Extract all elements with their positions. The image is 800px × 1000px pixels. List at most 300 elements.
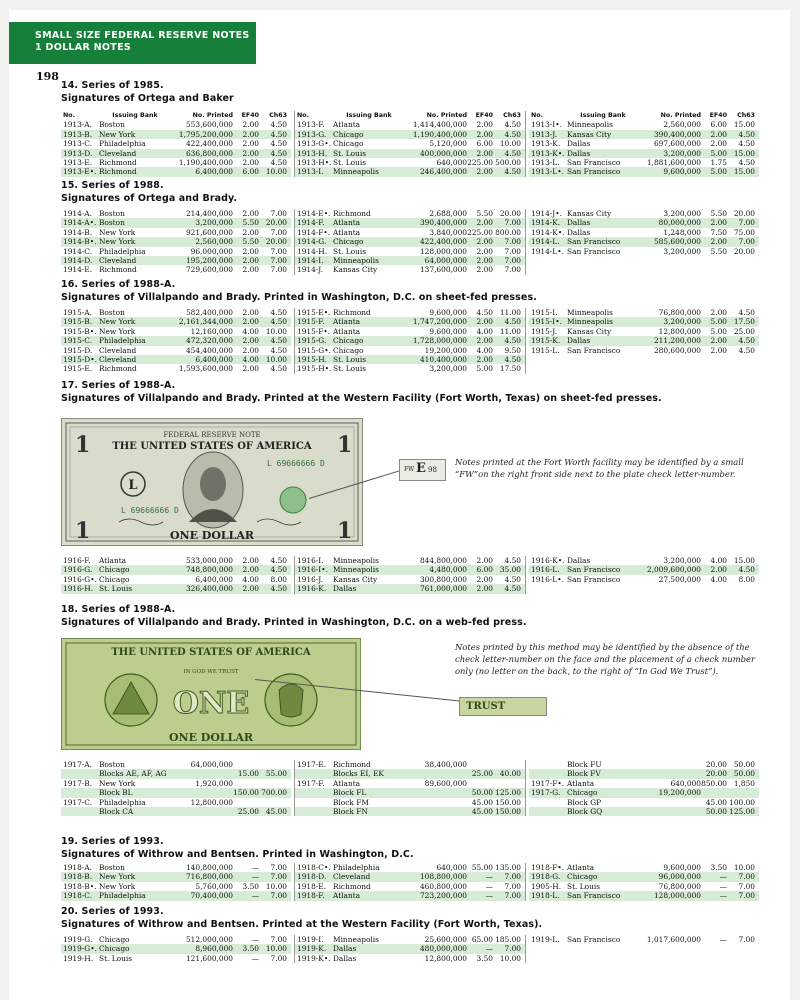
cell-ch63-value: 7.00: [270, 209, 287, 218]
table-row: [61, 584, 291, 593]
table-row: [61, 779, 291, 788]
cell-issuing-bank: Philadelphia: [99, 336, 146, 346]
table-row: [61, 565, 291, 574]
bill-serial-top: L 69666666 D: [267, 459, 325, 468]
cell-note-number: 1913-L.: [531, 157, 560, 167]
cell-issuing-bank: Blocks EI, EK: [333, 769, 384, 779]
cell-number-printed: 716,800,000: [185, 872, 233, 882]
cell-note-number: 1914-K•.: [531, 227, 565, 237]
table-row: [295, 130, 525, 139]
column-header: No. Printed: [192, 112, 233, 119]
cell-ef40-value: [233, 779, 259, 788]
cell-issuing-bank: Minneapolis: [333, 935, 379, 944]
cell-issuing-bank: Richmond: [99, 167, 137, 177]
cell-ch63-value: 7.00: [738, 872, 755, 882]
table-row: [529, 336, 759, 345]
cell-note-number: [529, 769, 567, 778]
cell-number-printed: [171, 807, 233, 816]
cell-issuing-bank: St. Louis: [333, 246, 367, 256]
cell-issuing-bank: Boston: [99, 308, 125, 317]
cell-ef40-value: 2.00: [476, 574, 493, 584]
cell-number-printed: 1,795,200,000: [178, 129, 233, 139]
cell-ch63-value: 7.00: [270, 227, 287, 237]
table-row: [529, 130, 759, 139]
table-row: [529, 228, 759, 237]
cell-ch63-value: 125.00: [495, 788, 521, 798]
cell-ch63-value: 135.00: [495, 863, 521, 872]
column-header: No. Printed: [426, 112, 467, 119]
table-row: [529, 209, 759, 218]
cell-ch63-value: 15.00: [733, 556, 755, 565]
cell-note-number: 1915-G.: [297, 336, 327, 346]
cell-number-printed: 748,800,000: [185, 565, 233, 575]
cell-ch63-value: 10.00: [265, 354, 287, 364]
table-row: [61, 247, 291, 256]
table-row: [61, 575, 291, 584]
cell-note-number: 1913-D.: [63, 148, 93, 158]
cell-ef40-value: 2.00: [242, 584, 259, 594]
cell-number-printed: 422,400,000: [185, 139, 233, 149]
column-header: EF40: [709, 112, 727, 119]
cell-number-printed: 38,400,000: [424, 760, 467, 769]
cell-ch63-value: 45.00: [265, 806, 287, 816]
cell-ch63-value: 10.00: [265, 167, 287, 177]
cell-issuing-bank: Chicago: [99, 574, 130, 584]
cell-issuing-bank: New York: [99, 881, 136, 891]
table-row: [529, 120, 759, 129]
cell-note-number: 1914-B.: [63, 227, 93, 237]
column-header: Issuing Bank: [346, 112, 392, 119]
cell-ef40-value: 2.00: [476, 218, 493, 228]
cell-ch63-value: 4.50: [270, 364, 287, 374]
table-row: [295, 228, 525, 237]
cell-number-printed: [639, 760, 701, 769]
cell-issuing-bank: Philadelphia: [99, 246, 146, 256]
cell-ef40-value: 6.00: [476, 565, 493, 575]
table-row: [295, 954, 525, 963]
cell-ch63-value: 10.00: [265, 881, 287, 891]
section-19-table: [61, 863, 759, 901]
cell-note-number: 1915-B•.: [63, 326, 97, 336]
section-16-table: [61, 308, 759, 374]
cell-ef40-value: 2.00: [242, 556, 259, 565]
cell-ch63-value: 4.50: [270, 317, 287, 327]
cell-issuing-bank: Richmond: [333, 308, 371, 317]
cell-issuing-bank: Dallas: [333, 584, 357, 594]
cell-ch63-value: 20.00: [499, 209, 521, 218]
cell-number-printed: 4,480,000: [429, 565, 467, 575]
cell-number-printed: 19,200,000: [658, 788, 701, 798]
cell-ef40-value: 3.50: [242, 944, 259, 954]
cell-issuing-bank: New York: [99, 317, 136, 327]
cell-ef40-value: 25.00: [471, 769, 493, 779]
bill-bottom-text: ONE DOLLAR: [169, 529, 255, 542]
cell-issuing-bank: Block FU: [567, 760, 602, 769]
cell-number-printed: 137,600,000: [419, 265, 467, 275]
cell-ch63-value: 4.50: [738, 139, 755, 149]
cell-number-printed: 1,017,600,000: [646, 935, 701, 944]
cell-ch63-value: 11.00: [499, 326, 521, 336]
cell-number-printed: 3,200,000: [195, 218, 233, 228]
table-row: [295, 584, 525, 593]
section-15-table: [61, 209, 759, 275]
cell-note-number: 1915-C.: [63, 336, 93, 346]
table-row: [529, 139, 759, 148]
cell-number-printed: 76,800,000: [658, 881, 701, 891]
cell-ch63-value: 7.00: [738, 935, 755, 944]
column-header: EF40: [475, 112, 493, 119]
cell-number-printed: 128,000,000: [419, 246, 467, 256]
cell-issuing-bank: Cleveland: [333, 872, 371, 882]
cell-number-printed: 3,200,000: [663, 556, 701, 565]
cell-note-number: 1914-G.: [297, 237, 327, 247]
cell-number-printed: 25,600,000: [424, 935, 467, 944]
cell-ef40-value: 3.50: [476, 953, 493, 963]
cell-note-number: 1915-J.: [531, 326, 558, 336]
web-press-note: Notes printed by this method may be identified by the absence of the check letter-number on the face and the placement of a check number only (no letter on the back, to the right of “In God We Trust”).: [455, 642, 755, 676]
cell-ef40-value: 3.50: [242, 881, 259, 891]
cell-ef40-value: 4.00: [242, 326, 259, 336]
table-row: [295, 158, 525, 167]
cell-ef40-value: 45.00: [705, 797, 727, 807]
table-row: [61, 139, 291, 148]
cell-ch63-value: 7.00: [270, 246, 287, 256]
cell-note-number: 1918-C.: [63, 891, 93, 901]
cell-ef40-value: [467, 760, 493, 769]
cell-ef40-value: 6.00: [476, 139, 493, 149]
cell-number-printed: 422,400,000: [419, 237, 467, 247]
cell-note-number: 1914-L.: [531, 237, 560, 247]
cell-ch63-value: 7.00: [504, 872, 521, 882]
cell-note-number: 1915-B.: [63, 317, 93, 327]
cell-issuing-bank: Philadelphia: [99, 797, 146, 807]
cell-ef40-value: [467, 779, 493, 788]
cell-issuing-bank: Atlanta: [567, 778, 595, 788]
table-row: [61, 891, 291, 900]
table-row: [61, 760, 291, 769]
section-18-heading: [61, 604, 527, 629]
table-row: [529, 317, 759, 326]
cell-number-printed: [405, 798, 467, 807]
table-row: [61, 218, 291, 227]
cell-note-number: 1915-I.: [531, 308, 558, 317]
cell-ef40-value: 25.00: [237, 806, 259, 816]
cell-note-number: 1916-I.: [297, 556, 324, 565]
cell-note-number: 1919-K.: [297, 944, 327, 954]
column-header: Issuing Bank: [580, 112, 626, 119]
cell-ch63-value: 8.00: [270, 574, 287, 584]
cell-ef40-value: 2.00: [242, 317, 259, 327]
fort-worth-note: Notes printed at the Fort Worth facility may be identified by a small “FW”on the right front side next to the plate check letter-number.: [455, 457, 744, 479]
cell-number-printed: 390,400,000: [653, 129, 701, 139]
cell-issuing-bank: Atlanta: [567, 863, 595, 872]
cell-issuing-bank: Chicago: [333, 237, 364, 247]
table-column: [61, 111, 291, 177]
cell-issuing-bank: San Francisco: [567, 157, 621, 167]
section-subtitle: Signatures of Withrow and Bentsen. Printed at the Western Facility (Fort Worth, Texas).: [61, 918, 543, 930]
cell-note-number: 1918-E.: [297, 881, 327, 891]
cell-ch63-value: 7.00: [504, 246, 521, 256]
table-row: [61, 872, 291, 881]
cell-ch63-value: 150.00: [495, 806, 521, 816]
cell-ef40-value: —: [485, 944, 493, 954]
cell-note-number: 1914-E.: [63, 265, 93, 275]
cell-number-printed: 480,000,000: [419, 944, 467, 954]
cell-ef40-value: 20.00: [705, 760, 727, 769]
cell-number-printed: 76,800,000: [658, 308, 701, 317]
cell-issuing-bank: Boston: [99, 863, 125, 872]
cell-issuing-bank: St. Louis: [333, 148, 367, 158]
cell-ef40-value: 2.00: [242, 265, 259, 275]
cell-ef40-value: —: [719, 881, 727, 891]
cell-ch63-value: 4.50: [504, 167, 521, 177]
cell-issuing-bank: Block FL: [333, 788, 367, 798]
table-row: [61, 798, 291, 807]
cell-ch63-value: 4.50: [738, 345, 755, 355]
table-row: [61, 149, 291, 158]
cell-number-printed: 2,161,344,000: [178, 317, 233, 327]
cell-ef40-value: 2.00: [476, 255, 493, 265]
cell-ef40-value: [701, 788, 727, 797]
column-header: Ch63: [737, 112, 755, 119]
cell-note-number: 1915-H•.: [297, 364, 332, 374]
cell-number-printed: 640,000: [436, 863, 467, 872]
cell-number-printed: 844,800,000: [419, 556, 467, 565]
cell-issuing-bank: Philadelphia: [99, 891, 146, 901]
section-15-heading: [61, 180, 237, 205]
cell-issuing-bank: Dallas: [567, 139, 591, 149]
cell-number-printed: 1,881,600,000: [646, 157, 701, 167]
callout-check-number: 98: [428, 466, 437, 474]
section-subtitle: Signatures of Villalpando and Brady. Printed at the Western Facility (Fort Worth, Texas) on sheet-fed presses.: [61, 392, 662, 404]
cell-note-number: 1913-G.: [297, 129, 327, 139]
table-row: [529, 149, 759, 158]
cell-note-number: 1914-J•.: [531, 209, 562, 218]
table-row: [529, 308, 759, 317]
cell-issuing-bank: Minneapolis: [333, 565, 379, 575]
cell-issuing-bank: San Francisco: [567, 246, 621, 256]
cell-ch63-value: 185.00: [495, 935, 521, 944]
cell-ch63-value: 4.50: [738, 565, 755, 575]
table-row: [295, 139, 525, 148]
cell-number-printed: [405, 788, 467, 797]
section-subtitle: Signatures of Villalpando and Brady. Printed in Washington, D.C. on sheet-fed presses.: [61, 291, 537, 303]
cell-issuing-bank: San Francisco: [567, 345, 621, 355]
column-header: No. Printed: [660, 112, 701, 119]
cell-note-number: 1915-E.: [63, 364, 93, 374]
cell-number-printed: 96,000,000: [658, 872, 701, 882]
cell-ch63-value: 125.00: [729, 806, 755, 816]
cell-issuing-bank: Atlanta: [333, 891, 361, 901]
cell-ch63-value: 700.00: [261, 788, 287, 798]
cell-ef40-value: —: [485, 881, 493, 891]
cell-ef40-value: —: [251, 863, 259, 872]
cell-number-printed: 3,200,000: [663, 148, 701, 158]
cell-issuing-bank: Richmond: [333, 881, 371, 891]
table-row: [295, 863, 525, 872]
cell-number-printed: 140,800,000: [185, 863, 233, 872]
table-row: [529, 760, 759, 769]
table-header-row: [61, 111, 291, 120]
cell-number-printed: 1,747,200,000: [412, 317, 467, 327]
cell-number-printed: 246,400,000: [419, 167, 467, 177]
table-row: [61, 807, 291, 816]
cell-number-printed: 3,840,000: [429, 227, 467, 237]
cell-number-printed: 410,400,000: [419, 354, 467, 364]
cell-number-printed: 12,800,000: [424, 953, 467, 963]
table-row: [295, 891, 525, 900]
table-row: [295, 149, 525, 158]
cell-note-number: 1918-L.: [531, 891, 560, 901]
cell-note-number: [61, 807, 99, 816]
cell-number-printed: 697,600,000: [653, 139, 701, 149]
cell-ef40-value: 2.00: [242, 148, 259, 158]
cell-issuing-bank: Richmond: [99, 157, 137, 167]
table-column: [294, 111, 526, 177]
cell-note-number: [61, 788, 99, 797]
cell-note-number: 1918-G.: [531, 872, 561, 882]
callout-trust-text: TRUST: [466, 701, 506, 712]
table-row: [529, 798, 759, 807]
section-20-heading: [61, 906, 542, 931]
cell-issuing-bank: Atlanta: [333, 326, 361, 336]
cell-ef40-value: 4.00: [242, 354, 259, 364]
table-row: [529, 882, 759, 891]
cell-ef40-value: [233, 760, 259, 769]
header-line-2: 1 DOLLAR NOTES: [35, 42, 131, 53]
table-row: [295, 317, 525, 326]
cell-note-number: [529, 760, 567, 769]
cell-ch63-value: 20.00: [265, 218, 287, 228]
table-row: [529, 556, 759, 565]
cell-ch63-value: 7.00: [504, 218, 521, 228]
cell-issuing-bank: Block BL: [99, 788, 133, 798]
cell-ef40-value: 6.00: [242, 167, 259, 177]
cell-ef40-value: 20.00: [705, 769, 727, 779]
cell-note-number: 1917-A.: [63, 760, 92, 769]
cell-note-number: 1918-C•.: [297, 863, 331, 872]
table-column: [61, 760, 291, 816]
cell-ef40-value: 2.00: [710, 139, 727, 149]
cell-number-printed: 108,800,000: [419, 872, 467, 882]
cell-issuing-bank: San Francisco: [567, 891, 621, 901]
fw-callout-box: [399, 459, 446, 481]
cell-ch63-value: [259, 798, 289, 807]
cell-issuing-bank: Chicago: [333, 129, 364, 139]
cell-ch63-value: 7.00: [270, 863, 287, 872]
cell-ch63-value: 10.00: [499, 139, 521, 149]
cell-number-printed: 1,728,000,000: [412, 336, 467, 346]
column-header: No.: [63, 112, 75, 119]
table-row: [61, 130, 291, 139]
table-row: [61, 944, 291, 953]
cell-note-number: 1914-F.: [297, 218, 325, 228]
callout-fw-prefix: FW: [404, 466, 415, 473]
section-subtitle: Signatures of Ortega and Baker: [61, 92, 234, 104]
cell-ch63-value: 4.50: [504, 556, 521, 565]
cell-number-printed: 533,000,000: [185, 556, 233, 565]
cell-note-number: 1918-F.: [297, 891, 325, 901]
section-title: 18. Series of 1988-A.: [61, 604, 176, 615]
cell-ef40-value: 1.75: [710, 157, 727, 167]
bill-back-one: ONE: [172, 686, 250, 721]
cell-issuing-bank: Cleveland: [99, 255, 137, 265]
cell-number-printed: [639, 769, 701, 778]
cell-ch63-value: 150.00: [495, 797, 521, 807]
cell-issuing-bank: Chicago: [567, 872, 598, 882]
cell-ef40-value: 2.00: [242, 308, 259, 317]
cell-issuing-bank: San Francisco: [567, 167, 621, 177]
cell-number-printed: 27,500,000: [658, 574, 701, 584]
table-column: [61, 863, 291, 901]
section-title: 16. Series of 1988-A.: [61, 279, 176, 290]
cell-ch63-value: 7.00: [270, 891, 287, 901]
catalog-page: [9, 10, 790, 1000]
cell-ef40-value: 2.00: [242, 209, 259, 218]
table-row: [529, 327, 759, 336]
cell-ch63-value: 100.00: [729, 797, 755, 807]
cell-number-printed: 8,960,000: [195, 944, 233, 954]
cell-ef40-value: 2.00: [710, 129, 727, 139]
cell-ch63-value: 4.50: [504, 120, 521, 130]
cell-issuing-bank: Richmond: [333, 760, 371, 769]
cell-ch63-value: 17.50: [499, 364, 521, 374]
cell-ef40-value: 850.00: [701, 778, 727, 788]
cell-ch63-value: [493, 760, 523, 769]
table-row: [295, 807, 525, 816]
cell-ef40-value: 2.00: [476, 556, 493, 565]
cell-ch63-value: 4.50: [270, 336, 287, 346]
cell-issuing-bank: Boston: [99, 760, 125, 769]
cell-ch63-value: 4.50: [504, 129, 521, 139]
section-16-heading: [61, 279, 537, 304]
cell-issuing-bank: St. Louis: [333, 157, 367, 167]
cell-issuing-bank: Dallas: [567, 556, 591, 565]
cell-ef40-value: 2.00: [242, 345, 259, 355]
cell-number-printed: 5,120,000: [429, 139, 467, 149]
table-row: [295, 237, 525, 246]
cell-ch63-value: 4.50: [738, 157, 755, 167]
cell-ef40-value: 2.00: [710, 308, 727, 317]
column-header: Issuing Bank: [112, 112, 158, 119]
section-17-table: [61, 556, 759, 594]
cell-ch63-value: 15.00: [733, 148, 755, 158]
cell-ch63-value: 7.00: [270, 953, 287, 963]
cell-number-printed: [405, 769, 467, 778]
cell-issuing-bank: Richmond: [99, 364, 137, 374]
cell-number-printed: 121,600,000: [185, 953, 233, 963]
cell-ef40-value: 5.00: [710, 317, 727, 327]
table-row: [61, 237, 291, 246]
cell-ch63-value: 4.50: [504, 148, 521, 158]
cell-note-number: 1917-G.: [531, 788, 561, 798]
cell-issuing-bank: Boston: [99, 120, 125, 130]
cell-ch63-value: 4.50: [270, 157, 287, 167]
table-row: [61, 209, 291, 218]
cell-ch63-value: 4.50: [504, 354, 521, 364]
cell-issuing-bank: Kansas City: [567, 326, 612, 336]
cell-note-number: 1916-J.: [297, 574, 324, 584]
cell-number-printed: [171, 769, 233, 778]
cell-ch63-value: 4.50: [504, 574, 521, 584]
cell-ch63-value: 4.50: [738, 336, 755, 346]
bill-corner-numeral: 1: [337, 518, 353, 544]
section-14-heading: [61, 80, 234, 105]
cell-note-number: 1913-A.: [63, 120, 92, 130]
cell-note-number: 1917-F.: [297, 778, 325, 788]
cell-note-number: 1913-K.: [531, 139, 561, 149]
cell-ef40-value: 2.00: [242, 120, 259, 130]
